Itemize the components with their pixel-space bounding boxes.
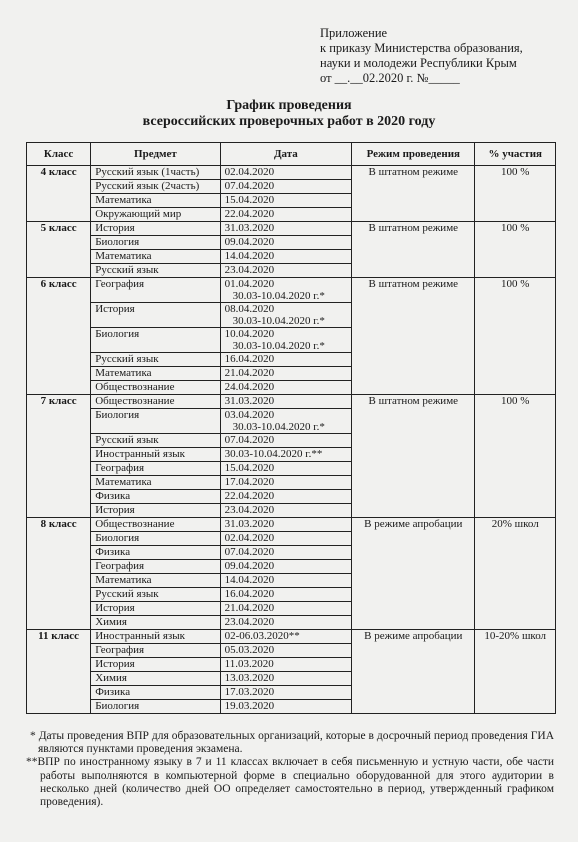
date-cell [220, 367, 351, 381]
date-cell [220, 180, 351, 194]
percent-cell: 10-20% школ [475, 630, 556, 714]
date-primary: 22.04.2020 [224, 490, 275, 502]
subject-cell: Русский язык [91, 588, 220, 602]
table-body [27, 166, 556, 714]
subject-cell: История [91, 658, 220, 672]
title-line: всероссийских проверочных работ в 2020 году [142, 114, 436, 129]
percent-cell: 20% школ [475, 518, 556, 630]
subject-cell: Химия [91, 672, 220, 686]
date-cell [220, 264, 351, 278]
date-primary: 10.04.2020 [224, 328, 275, 340]
date-primary: 24.04.2020 [224, 381, 275, 393]
percent-cell: 100 % [475, 222, 556, 278]
date-primary: 22.04.2020 [224, 208, 275, 220]
subject-cell: Русский язык (2часть) [91, 180, 220, 194]
date-cell [220, 303, 351, 328]
date-primary: 31.03.2020 [224, 518, 275, 530]
date-alternate: 30.03-10.04.2020 г.* [232, 421, 325, 433]
date-primary: 05.03.2020 [224, 644, 275, 656]
date-cell [220, 546, 351, 560]
subject-cell: Обществознание [91, 381, 220, 395]
date-primary: 03.04.2020 [224, 409, 275, 421]
subject-cell: Окружающий мир [91, 208, 220, 222]
date-cell [220, 532, 351, 546]
date-cell [220, 166, 351, 180]
appendix-line: науки и молодежи Республики Крым [320, 56, 517, 70]
subject-cell: География [91, 560, 220, 574]
percent-cell: 100 % [475, 166, 556, 222]
date-cell [220, 222, 351, 236]
appendix-line: от __.__02.2020 г. №_____ [320, 71, 460, 85]
subject-cell: Иностранный язык [91, 448, 220, 462]
subject-cell: География [91, 644, 220, 658]
date-primary: 16.04.2020 [224, 353, 275, 365]
subject-cell: Математика [91, 250, 220, 264]
date-primary: 31.03.2020 [224, 395, 275, 407]
subject-cell: Русский язык [91, 353, 220, 367]
subject-cell: Химия [91, 616, 220, 630]
date-primary: 21.04.2020 [224, 602, 275, 614]
date-primary: 23.04.2020 [224, 504, 275, 516]
date-primary: 23.04.2020 [224, 616, 275, 628]
subject-cell: Иностранный язык [91, 630, 220, 644]
mode-cell: В штатном режиме [352, 395, 475, 518]
subject-cell: История [91, 303, 220, 328]
date-primary: 14.04.2020 [224, 250, 275, 262]
date-primary: 09.04.2020 [224, 236, 275, 248]
header-class: Класс [27, 143, 91, 166]
schedule-table [26, 142, 556, 714]
date-primary: 07.04.2020 [224, 180, 275, 192]
class-cell: 4 класс [27, 166, 91, 222]
date-cell [220, 208, 351, 222]
mode-cell: В режиме апробации [352, 518, 475, 630]
date-alternate: 30.03-10.04.2020 г.* [232, 290, 325, 302]
subject-cell: Русский язык (1часть) [91, 166, 220, 180]
date-cell [220, 236, 351, 250]
date-cell [220, 630, 351, 644]
date-primary: 17.04.2020 [224, 476, 275, 488]
table-row [27, 166, 556, 180]
subject-cell: Математика [91, 194, 220, 208]
subject-cell: Физика [91, 546, 220, 560]
footnote-2: **ВПР по иностранному языку в 7 и 11 классах включает в себя письменную и устную части, обе части работы выполняются в компьютерной форме в специально оборудованной для этого аудитории в несколько дней (количество дней ОО определяет самостоятельно в период, утвержденный графиком проведения). [26, 756, 554, 809]
date-cell [220, 434, 351, 448]
subject-cell: Обществознание [91, 395, 220, 409]
date-cell [220, 518, 351, 532]
date-primary: 16.04.2020 [224, 588, 275, 600]
class-cell: 7 класс [27, 395, 91, 518]
date-primary: 07.04.2020 [224, 434, 275, 446]
subject-cell: История [91, 222, 220, 236]
mode-cell: В штатном режиме [352, 222, 475, 278]
date-primary: 17.03.2020 [224, 686, 275, 698]
date-primary: 02.04.2020 [224, 532, 275, 544]
date-alternate: 30.03-10.04.2020 г.* [232, 315, 325, 327]
date-cell [220, 328, 351, 353]
date-cell [220, 574, 351, 588]
subject-cell: География [91, 278, 220, 303]
date-cell [220, 448, 351, 462]
date-cell [220, 490, 351, 504]
subject-cell: Биология [91, 532, 220, 546]
date-alternate: 30.03-10.04.2020 г.* [232, 340, 325, 352]
date-primary: 01.04.2020 [224, 278, 275, 290]
date-cell [220, 278, 351, 303]
date-cell [220, 250, 351, 264]
date-primary: 15.04.2020 [224, 194, 275, 206]
footnotes [26, 730, 554, 809]
table-row [27, 518, 556, 532]
mode-cell: В штатном режиме [352, 166, 475, 222]
table-row [27, 278, 556, 303]
subject-cell: Биология [91, 236, 220, 250]
subject-cell: Обществознание [91, 518, 220, 532]
appendix-block [320, 26, 523, 86]
subject-cell: Русский язык [91, 434, 220, 448]
percent-cell: 100 % [475, 278, 556, 395]
subject-cell: Биология [91, 328, 220, 353]
class-cell: 8 класс [27, 518, 91, 630]
table-row [27, 395, 556, 409]
header-mode: Режим проведения [352, 143, 475, 166]
date-primary: 19.03.2020 [224, 700, 275, 712]
header-subject: Предмет [91, 143, 220, 166]
date-cell [220, 476, 351, 490]
date-primary: 08.04.2020 [224, 303, 275, 315]
subject-cell: Физика [91, 686, 220, 700]
table-row [27, 222, 556, 236]
mode-cell: В штатном режиме [352, 278, 475, 395]
date-primary: 31.03.2020 [224, 222, 275, 234]
date-cell [220, 658, 351, 672]
percent-cell: 100 % [475, 395, 556, 518]
header-date: Дата [220, 143, 351, 166]
subject-cell: История [91, 504, 220, 518]
date-cell [220, 602, 351, 616]
class-cell: 5 класс [27, 222, 91, 278]
date-cell [220, 644, 351, 658]
appendix-line: к приказу Министерства образования, [320, 41, 523, 55]
appendix-line: Приложение [320, 26, 388, 40]
subject-cell: География [91, 462, 220, 476]
date-primary: 15.04.2020 [224, 462, 275, 474]
date-primary: 09.04.2020 [224, 560, 275, 572]
subject-cell: История [91, 602, 220, 616]
date-cell [220, 560, 351, 574]
date-primary: 21.04.2020 [224, 367, 275, 379]
subject-cell: Биология [91, 700, 220, 714]
footnote-1: * Даты проведения ВПР для образовательных организаций, которые в досрочный период проведения ГИА являются пунктами проведения экзамена. [30, 730, 554, 756]
date-primary: 02.04.2020 [224, 166, 275, 178]
subject-cell: Математика [91, 367, 220, 381]
title-line: График проведения [226, 98, 352, 113]
date-cell [220, 462, 351, 476]
date-cell [220, 194, 351, 208]
subject-cell: Математика [91, 574, 220, 588]
date-primary: 11.03.2020 [224, 658, 274, 670]
date-cell [220, 353, 351, 367]
date-primary: 02-06.03.2020** [224, 630, 300, 642]
date-primary: 14.04.2020 [224, 574, 275, 586]
date-primary: 30.03-10.04.2020 г.** [224, 448, 323, 460]
date-primary: 23.04.2020 [224, 264, 275, 276]
subject-cell: Математика [91, 476, 220, 490]
date-cell [220, 504, 351, 518]
date-cell [220, 381, 351, 395]
table-row [27, 630, 556, 644]
header-percent: % участия [475, 143, 556, 166]
date-cell [220, 588, 351, 602]
document-title [0, 98, 578, 130]
table-header-row [27, 143, 556, 166]
date-cell [220, 616, 351, 630]
date-cell [220, 409, 351, 434]
date-primary: 13.03.2020 [224, 672, 275, 684]
subject-cell: Биология [91, 409, 220, 434]
date-cell [220, 686, 351, 700]
date-cell [220, 672, 351, 686]
date-cell [220, 395, 351, 409]
subject-cell: Физика [91, 490, 220, 504]
class-cell: 6 класс [27, 278, 91, 395]
subject-cell: Русский язык [91, 264, 220, 278]
class-cell: 11 класс [27, 630, 91, 714]
date-primary: 07.04.2020 [224, 546, 275, 558]
date-cell [220, 700, 351, 714]
mode-cell: В режиме апробации [352, 630, 475, 714]
